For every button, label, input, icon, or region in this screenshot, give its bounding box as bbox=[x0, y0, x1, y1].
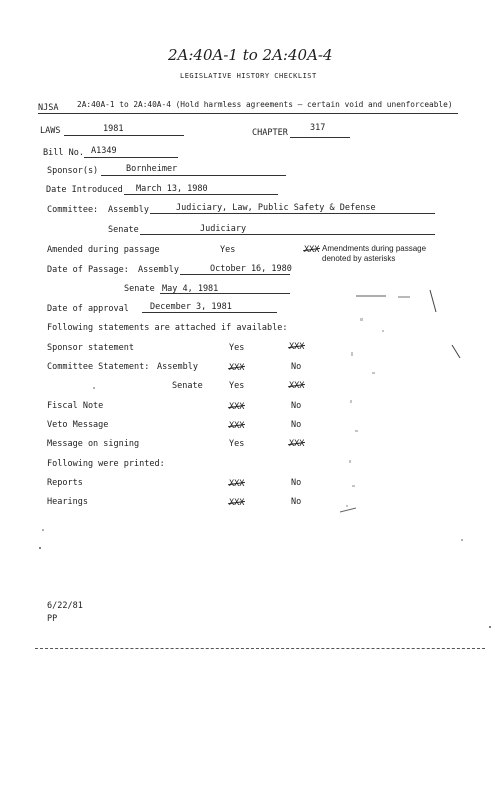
committee-statement-assembly: Assembly bbox=[157, 362, 198, 372]
njsa-underline bbox=[38, 113, 458, 114]
hearings-yes-struck: XXX bbox=[229, 498, 245, 508]
passage-assembly-value: October 16, 1980 bbox=[210, 264, 292, 274]
committee-senate-value: Judiciary bbox=[200, 224, 247, 234]
amended-note-line1: Amendments during passage bbox=[322, 244, 427, 253]
reports-no: No bbox=[291, 478, 302, 488]
amended-yes: Yes bbox=[220, 245, 236, 255]
message-signing-label: Message on signing bbox=[47, 439, 140, 449]
introduced-label: Date Introduced bbox=[46, 185, 123, 195]
bill-underline bbox=[84, 157, 178, 158]
sponsor-value: Bornheimer bbox=[126, 164, 178, 174]
message-signing-yes: Yes bbox=[229, 439, 245, 449]
committee-senate-yes: Yes bbox=[229, 381, 245, 391]
passage-senate-value: May 4, 1981 bbox=[162, 284, 219, 294]
approval-underline bbox=[142, 312, 277, 313]
passage-assembly-label: Assembly bbox=[138, 265, 179, 275]
amended-no-struck: XXX bbox=[304, 245, 320, 255]
committee-senate-underline bbox=[140, 234, 435, 235]
fiscal-note-label: Fiscal Note bbox=[47, 401, 104, 411]
njsa-label: NJSA bbox=[38, 103, 59, 113]
chapter-label: CHAPTER bbox=[252, 128, 288, 138]
attached-heading: Following statements are attached if available: bbox=[47, 323, 288, 333]
committee-assembly-no: No bbox=[291, 362, 302, 372]
sponsor-statement-label: Sponsor statement bbox=[47, 343, 134, 353]
committee-label: Committee: bbox=[47, 205, 99, 215]
fiscal-note-no: No bbox=[291, 401, 302, 411]
committee-statement-label: Committee Statement: bbox=[47, 362, 150, 372]
chapter-underline bbox=[290, 137, 350, 138]
committee-senate-label: Senate bbox=[108, 225, 139, 235]
laws-underline bbox=[64, 135, 184, 136]
sponsor-statement-no-struck: XXX bbox=[289, 342, 305, 352]
committee-assembly-label: Assembly bbox=[108, 205, 149, 215]
introduced-value: March 13, 1980 bbox=[136, 184, 208, 194]
sponsor-statement-yes: Yes bbox=[229, 343, 245, 353]
sponsor-underline bbox=[101, 175, 286, 176]
veto-message-label: Veto Message bbox=[47, 420, 109, 430]
njsa-value: 2A:40A-1 to 2A:40A-4 (Hold harmless agreements — certain void and unenforceable) bbox=[77, 100, 453, 109]
footer-initials: PP bbox=[47, 614, 58, 624]
reports-yes-struck: XXX bbox=[229, 479, 245, 489]
checklist-heading: LEGISLATIVE HISTORY CHECKLIST bbox=[180, 72, 317, 80]
passage-senate-underline bbox=[160, 293, 290, 294]
hearings-no: No bbox=[291, 497, 302, 507]
amended-note-line2: denoted by asterisks bbox=[322, 254, 396, 263]
bill-value: A1349 bbox=[91, 146, 117, 156]
message-signing-no-struck: XXX bbox=[289, 439, 305, 449]
laws-value: 1981 bbox=[103, 124, 124, 134]
laws-label: LAWS bbox=[40, 126, 61, 136]
committee-assembly-value: Judiciary, Law, Public Safety & Defense bbox=[176, 203, 376, 213]
hearings-label: Hearings bbox=[47, 497, 88, 507]
handwritten-title: 2A:40A-1 to 2A:40A-4 bbox=[168, 46, 333, 64]
approval-label: Date of approval bbox=[47, 304, 129, 314]
introduced-underline bbox=[124, 194, 278, 195]
committee-assembly-underline bbox=[150, 213, 435, 214]
passage-label: Date of Passage: bbox=[47, 265, 129, 275]
printed-heading: Following were printed: bbox=[47, 459, 165, 469]
footer-date: 6/22/81 bbox=[47, 601, 83, 611]
passage-senate-label: Senate bbox=[124, 284, 155, 294]
bottom-dashed-rule bbox=[35, 648, 485, 649]
veto-message-no: No bbox=[291, 420, 302, 430]
reports-label: Reports bbox=[47, 478, 83, 488]
veto-message-yes-struck: XXX bbox=[229, 421, 245, 431]
committee-assembly-yes-struck: XXX bbox=[229, 363, 245, 373]
committee-senate-sub: Senate bbox=[172, 381, 203, 391]
committee-senate-no-struck: XXX bbox=[289, 381, 305, 391]
sponsor-label: Sponsor(s) bbox=[47, 166, 99, 176]
approval-value: December 3, 1981 bbox=[150, 302, 232, 312]
amended-label: Amended during passage bbox=[47, 245, 160, 255]
bill-label: Bill No. bbox=[43, 148, 84, 158]
fiscal-note-yes-struck: XXX bbox=[229, 402, 245, 412]
chapter-value: 317 bbox=[310, 123, 326, 133]
passage-assembly-underline bbox=[180, 274, 290, 275]
